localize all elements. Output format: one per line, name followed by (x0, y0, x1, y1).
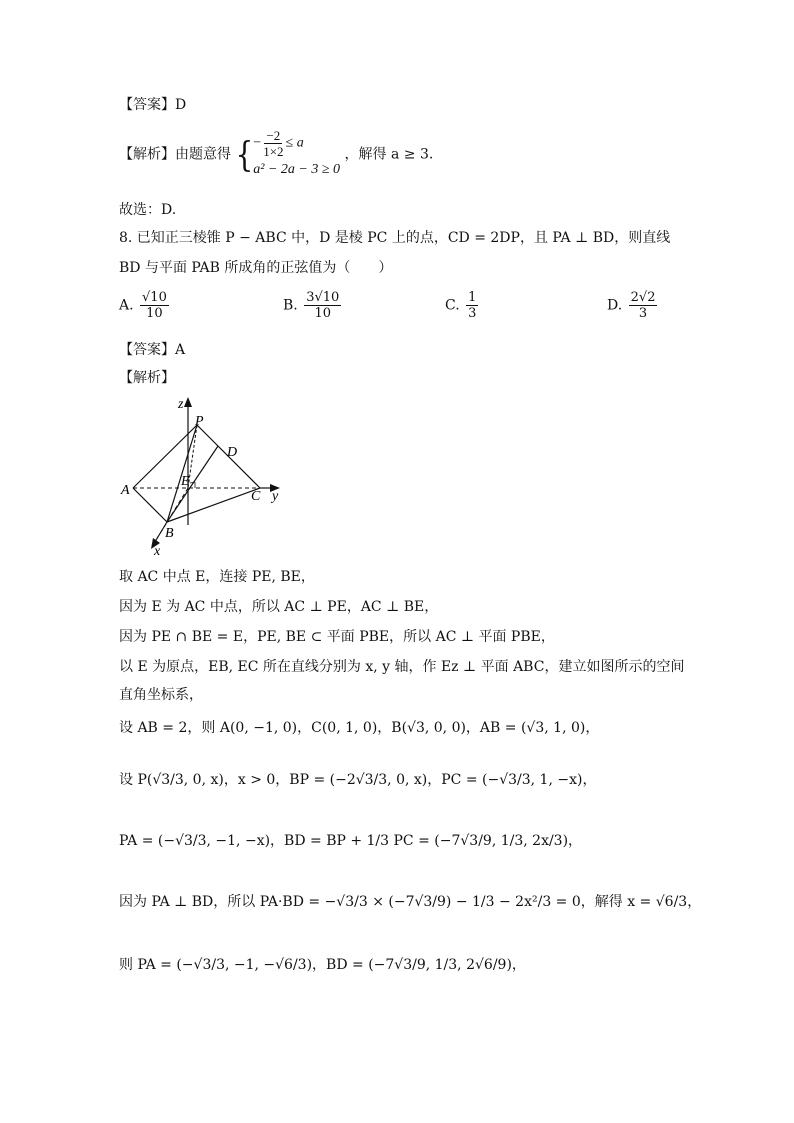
analysis-heading: 【解析】 (119, 370, 175, 386)
z-arrow (184, 397, 192, 407)
edge-bc (167, 488, 260, 522)
label-y: y (272, 489, 279, 504)
option-b: B. $\frac{3√10}{10}$ (283, 290, 340, 321)
step-6: 设 AB = 2，则 A(0, −1, 0)，C(0, 1, 0)，B(√3, 0, 0)，AB = (√3, 1, 0)， (119, 720, 600, 736)
label-a: A (121, 483, 130, 498)
edge-ab (133, 488, 167, 522)
previous-answer: 【答案】D (119, 97, 187, 113)
inequality-system: { − $\frac{-2}{1\times 2}$ ≤ a a² − 2a − 3 ≥ 0 (235, 128, 341, 177)
pyramid-figure (115, 395, 295, 560)
step-1: 取 AC 中点 E，连接 PE, BE， (119, 569, 315, 585)
step-7: 设 P(√3/3, 0, x)，x > 0，BP = (−2√3/3, 0, x)，PC = (−√3/3, 1, −x)， (119, 772, 597, 788)
answer-line: 【答案】A (119, 342, 186, 358)
label-c: C (251, 489, 261, 504)
label-z: z (178, 397, 184, 412)
option-a: A. $\frac{√10}{10}$ (119, 290, 167, 321)
solve-result: ，解得 a ≥ 3. (344, 146, 434, 163)
option-d: D. $\frac{2√2}{3}$ (607, 290, 656, 321)
label-p: P (195, 414, 204, 429)
question-8-stem-line1: 8. 已知正三棱锥 P − ABC 中，D 是棱 PC 上的点，CD = 2DP，且 PA ⊥ BD，则直线 (119, 230, 671, 246)
step-10: 则 PA = (−√3/3, −1, −√6/3)，BD = (−7√3/9, 1/3, 2√6/9)， (119, 957, 526, 973)
step-9: 因为 PA ⊥ BD，所以 PA·BD = −√3/3 × (−7√3/9) − 1/3 − 2x²/3 = 0，解得 x = √6/3， (119, 894, 702, 910)
step-2: 因为 E 为 AC 中点，所以 AC ⊥ PE，AC ⊥ BE， (119, 599, 439, 615)
previous-analysis (119, 128, 433, 181)
label-b: B (165, 526, 174, 541)
label-d: D (227, 445, 238, 460)
step-3: 因为 PE ∩ BE = E，PE, BE ⊂ 平面 PBE，所以 AC ⊥ 平面 PBE， (119, 629, 555, 645)
label-e: E (181, 474, 190, 489)
step-8: PA = (−√3/3, −1, −x)，BD = BP + 1/3 PC = (−7√3/9, 1/3, 2x/3)， (119, 833, 583, 849)
question-8-stem-line2: BD 与平面 PAB 所成角的正弦值为（ ） (119, 260, 393, 276)
previous-choice: 故选：D. (119, 202, 177, 218)
option-c: C. $\frac{1}{3}$ (445, 290, 477, 321)
step-5: 直角坐标系， (119, 687, 203, 703)
analysis-label: 【解析】由题意得 (119, 146, 231, 163)
step-4: 以 E 为原点，EB, EC 所在直线分别为 x, y 轴，作 Ez ⊥ 平面 ABC，建立如图所示的空间 (119, 659, 685, 675)
right-angle-mark (190, 482, 195, 483)
label-x: x (154, 544, 161, 559)
